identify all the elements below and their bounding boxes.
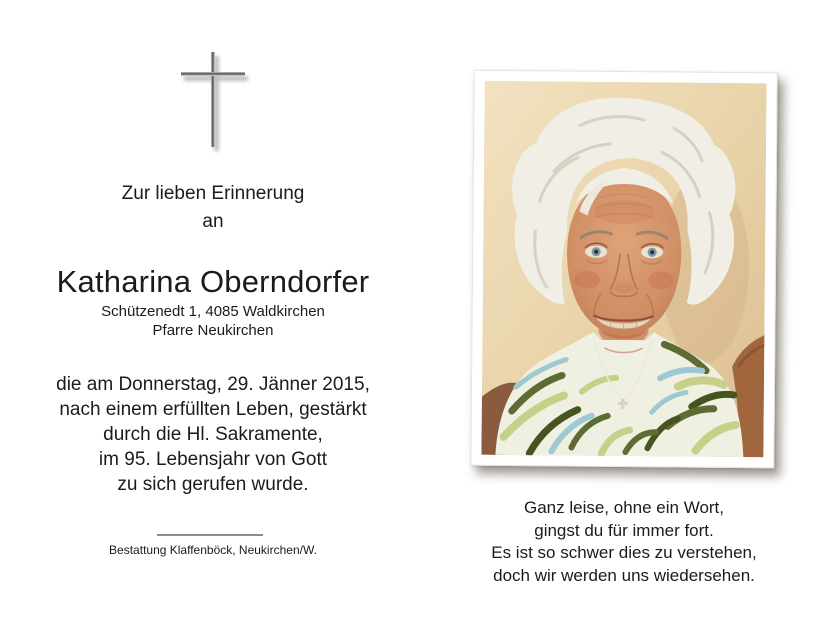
deceased-address-block	[0, 302, 426, 340]
poem-line: Ganz leise, ohne ein Wort,	[523, 498, 724, 517]
poem-line: gingst du für immer fort.	[534, 520, 714, 540]
deceased-parish: Pfarre Neukirchen	[152, 322, 274, 339]
poem-line: doch wir werden uns wiedersehen.	[493, 565, 755, 585]
funeral-home-credit: Bestattung Klaffenböck, Neukirchen/W.	[109, 543, 317, 557]
obituary-text	[0, 372, 426, 497]
obituary-line: zu sich gerufen wurde.	[117, 474, 309, 495]
deceased-name: Katharina Oberndorfer	[56, 264, 370, 299]
obituary-line: nach einem erfüllten Leben, gestärkt	[59, 399, 367, 420]
christian-cross-icon	[180, 50, 254, 154]
obituary-line: im 95. Lebensjahr von Gott	[98, 449, 328, 470]
intro-line-1: Zur lieben Erinnerung	[121, 183, 305, 204]
obituary-line: die am Donnerstag, 29. Jänner 2015,	[56, 374, 370, 395]
poem-block	[459, 497, 789, 587]
divider-line	[157, 534, 263, 536]
obituary-line: durch die Hl. Sakramente,	[103, 424, 323, 445]
intro-block	[0, 180, 426, 236]
intro-line-2: an	[202, 211, 224, 232]
deceased-address: Schützenedt 1, 4085 Waldkirchen	[101, 303, 325, 320]
portrait-photo	[470, 70, 777, 469]
poem-line: Es ist so schwer dies zu verstehen,	[491, 543, 757, 562]
